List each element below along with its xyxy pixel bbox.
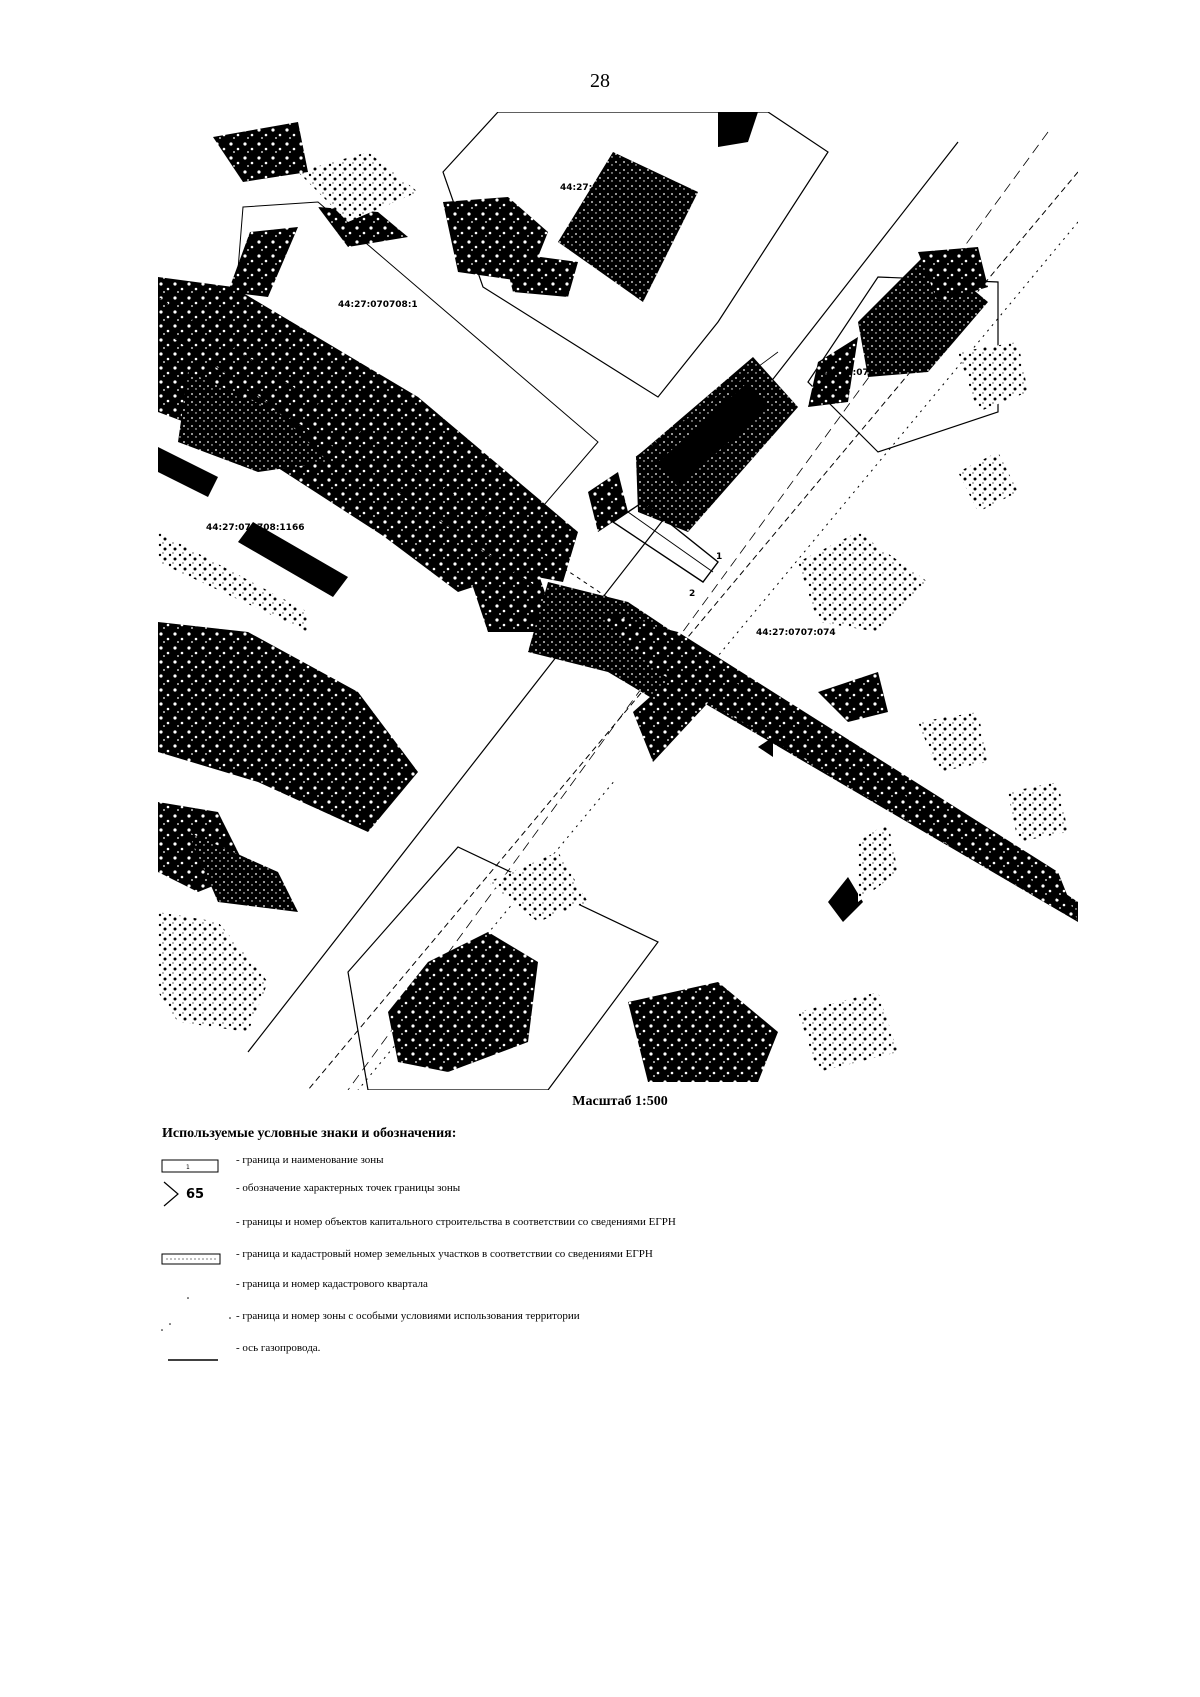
- gas-pipeline-axis-icon: [158, 1338, 238, 1368]
- legend-text: - граница и номер кадастрового квартала: [236, 1278, 428, 1290]
- legend-text: - граница и кадастровый номер земельных участков в соответствии со сведениями ЕГРН: [236, 1248, 653, 1260]
- boundary-point-2-label: 2: [689, 589, 696, 599]
- map-scale: Масштаб 1:500: [572, 1094, 668, 1109]
- legend-text: - обозначение характерных точек границы зоны: [236, 1182, 461, 1194]
- legend-item: [158, 1244, 1118, 1274]
- cadastral-label-mid-right: 44:27:0707:074: [756, 628, 836, 638]
- special-zone-icon: [158, 1306, 238, 1336]
- cadastral-label-upper-block: 44:27:070708:1: [338, 300, 418, 310]
- legend-text: - граница и номер зоны с особыми условиями использования территории: [236, 1310, 580, 1322]
- boundary-point-number: 65: [186, 1187, 205, 1202]
- cadastral-label-left: 44:27:070708:1166: [206, 523, 305, 533]
- cadastral-label-right: 44:27:0707: [824, 368, 882, 378]
- svg-text:1: 1: [186, 1164, 190, 1171]
- cadastral-quarter-icon: [158, 1274, 238, 1304]
- legend-item: [158, 1150, 1118, 1180]
- boundary-point-1-label: 1: [716, 552, 723, 562]
- cadastral-label-top: 44:27:: [560, 183, 593, 193]
- legend-item: [158, 1212, 1118, 1242]
- legend-text: - ось газопровода.: [236, 1342, 321, 1354]
- page-number: 28: [590, 70, 610, 92]
- capital-object-icon: [158, 1212, 238, 1242]
- boundary-point-icon: [158, 1178, 238, 1208]
- aerial-photo-map: [158, 112, 1078, 1090]
- zone-boundary-icon: [158, 1150, 238, 1180]
- land-plot-icon: [158, 1244, 238, 1274]
- legend-item: [158, 1274, 1118, 1304]
- legend-text: - границы и номер объектов капитального строительства в соответствии со сведениями ЕГРН: [236, 1216, 676, 1228]
- legend-text: - граница и наименование зоны: [236, 1154, 384, 1166]
- legend-item: [158, 1178, 1118, 1208]
- cadastral-map: [158, 112, 1078, 1090]
- legend-item: [158, 1338, 1118, 1368]
- legend-item: [158, 1306, 1118, 1336]
- legend-title: Используемые условные знаки и обозначения:: [162, 1126, 457, 1141]
